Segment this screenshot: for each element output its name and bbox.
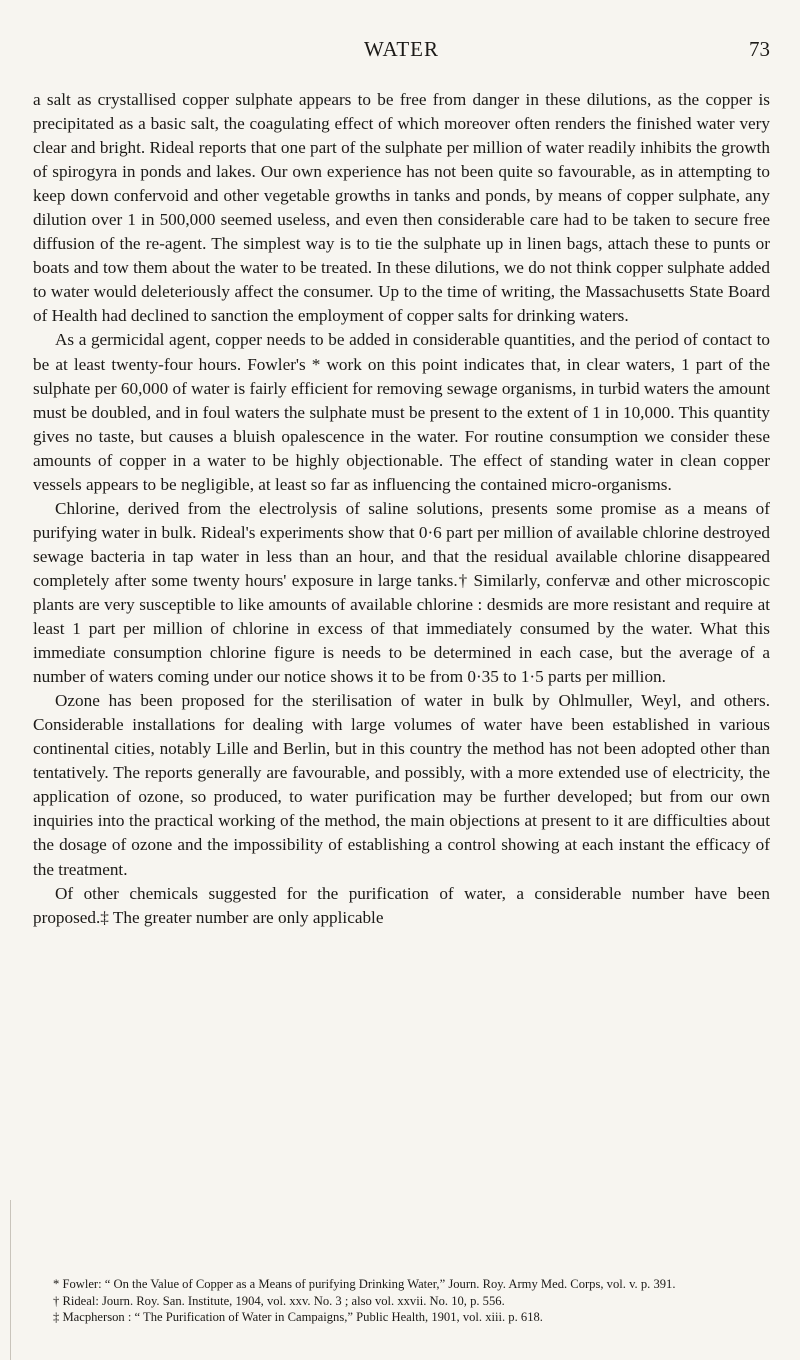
footnote-fowler: * Fowler: “ On the Value of Copper as a Means of purifying Drinking Water,” Journ. Roy. Army Med. Corps, vol. v. p. 391. bbox=[53, 1277, 676, 1291]
footnote-macpherson: ‡ Macpherson : “ The Purification of Water in Campaigns,” Public Health, 1901, vol. xiii. p. 618. bbox=[53, 1310, 543, 1324]
body-text bbox=[33, 88, 770, 930]
paragraph-chlorine: Chlorine, derived from the electrolysis of saline solutions, presents some promise as a means of purifying water in bulk. Rideal's experiments show that 0·6 part per million of available chlorine destroyed sewage bacteria in tap water in less than an hour, and that the residual available chlorine disappeared completely after some twenty hours' exposure in large tanks.† Similarly, confervæ and other microscopic plants are very susceptible to like amounts of available chlorine : desmids are more resistant and require at least 1 part per million of chlorine in excess of that immediately consumed by the water. What this immediate consumption chlorine figure is needs to be determined in each case, but the average of a number of waters coming under our notice shows it to be from 0·35 to 1·5 parts per million. bbox=[33, 498, 770, 687]
paragraph-copper-dilutions: a salt as crystallised copper sulphate appears to be free from danger in these dilutions, as the copper is precipitated as a basic salt, the coagulating effect of which moreover often renders the finished water very clear and bright. Rideal reports that one part of the sulphate per million of water readily inhibits the growth of spirogyra in ponds and lakes. Our own experience has not been quite so favourable, as in attempting to keep down confervoid and other vegetable growths in tanks and ponds, by means of copper sulphate, any dilution over 1 in 500,000 seemed useless, and even then considerable care had to be taken to secure free diffusion of the re-agent. The simplest way is to tie the sulphate up in linen bags, attach these to punts or boats and tow them about the water to be treated. In these dilutions, we do not think copper sulphate added to water would deleteriously affect the consumer. Up to the time of writing, the Massachusetts State Board of Health had declined to sanction the employment of copper salts for drinking waters. bbox=[33, 90, 770, 326]
paragraph-other-chemicals: Of other chemicals suggested for the purification of water, a considerable number have been proposed.‡ The greater number are only applicable bbox=[33, 883, 770, 927]
page-header bbox=[33, 37, 770, 67]
footnote-rideal: † Rideal: Journ. Roy. San. Institute, 1904, vol. xxv. No. 3 ; also vol. xxvii. No. 10, p. 556. bbox=[53, 1293, 505, 1308]
footnotes bbox=[33, 1276, 770, 1326]
paragraph-ozone: Ozone has been proposed for the sterilisation of water in bulk by Ohlmuller, Weyl, and others. Considerable installations for dealing with large volumes of water have been established in various continental cities, notably Lille and Berlin, but in this country the method has not been adopted other than tentatively. The reports generally are favourable, and possibly, with a more extended use of electricity, the application of ozone, so produced, to water purification may be further developed; but from our own inquiries into the practical working of the method, the main objections at present to it are difficulties about the dosage of ozone and the impossibility of establishing a control showing at each instant the efficacy of the treatment. bbox=[33, 691, 770, 879]
running-head-title: WATER bbox=[364, 37, 439, 61]
page-number: 73 bbox=[749, 37, 770, 61]
paragraph-germicidal-agent: As a germicidal agent, copper needs to be added in considerable quantities, and the period of contact to be at least twenty-four hours. Fowler's * work on this point indicates that, in clear waters, 1 part of the sulphate per 60,000 of water is fairly efficient for removing sewage organisms, in turbid waters the amount must be doubled, and in foul waters the sulphate must be present to the extent of 1 in 10,000. This quantity gives no taste, but causes a bluish opalescence in the water. For routine consumption we consider these amounts of copper in a water to be highly objectionable. The effect of standing water in clean copper vessels appears to be negligible, at least so far as influencing the contained micro-organisms. bbox=[33, 330, 770, 494]
page-edge-shadow bbox=[10, 1200, 11, 1360]
